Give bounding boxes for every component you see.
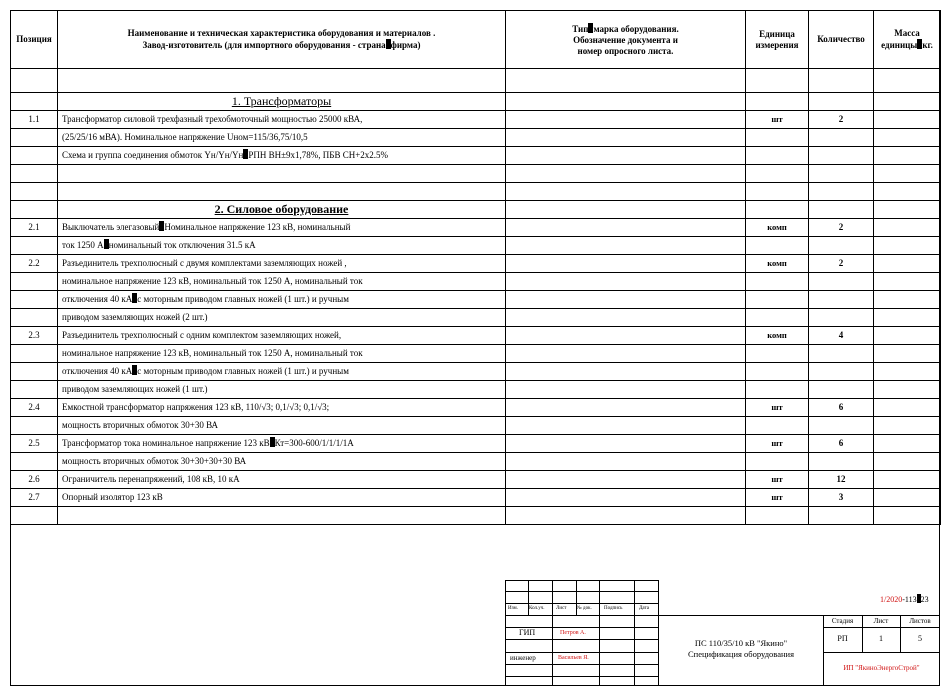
table-row	[11, 309, 941, 327]
col-label-count: Кол.уч.	[529, 606, 545, 611]
table-row	[11, 291, 941, 309]
header-row	[11, 11, 941, 69]
row-description: Разъединитель трехполюсный с одним комплектом заземляющих ножей,	[58, 327, 506, 345]
row-description: отключения 40 кА с моторным приводом главных ножей (1 шт.) и ручным	[58, 291, 506, 309]
table-row	[11, 273, 941, 291]
row-description: Схема и группа соединения обмоток Yн/Yн/Yн РПН ВН±9х1,78%, ПБВ СН+2х2.5%	[58, 147, 506, 165]
row-position: 2.2	[11, 255, 58, 273]
row-quantity: 4	[809, 327, 874, 345]
row-unit: шт	[746, 471, 809, 489]
table-row	[11, 417, 941, 435]
row-description: Трансформатор тока номинальное напряжение 123 кВ Кт=300-600/1/1/1/1А	[58, 435, 506, 453]
row-description: номинальное напряжение 123 кВ, номинальный ток 1250 А, номинальный ток	[58, 273, 506, 291]
row-description: мощность вторичных обмоток 30+30 ВА	[58, 417, 506, 435]
row-position: 2.6	[11, 471, 58, 489]
row-description: приводом заземляющих ножей (1 шт.)	[58, 381, 506, 399]
table-row	[11, 147, 941, 165]
row-description: приводом заземляющих ножей (2 шт.)	[58, 309, 506, 327]
col-label-sheet: Лист	[556, 606, 567, 611]
row-quantity: 2	[809, 219, 874, 237]
table-row	[11, 399, 941, 417]
table-row	[11, 363, 941, 381]
row-description: ток 1250 А номинальный ток отключения 31.5 кА	[58, 237, 506, 255]
row-description: Ограничитель перенапряжений, 108 кВ, 10 кА	[58, 471, 506, 489]
header-position: Позиция	[11, 11, 58, 69]
document-code: 1/2020-113 23	[880, 595, 929, 604]
table-row	[11, 435, 941, 453]
table-row	[11, 183, 941, 201]
row-quantity: 6	[809, 399, 874, 417]
row-position: 2.7	[11, 489, 58, 507]
header-type: Тип марка оборудования. Обозначение документа и номер опросного листа.	[506, 11, 746, 69]
row-unit: комп	[746, 255, 809, 273]
row-description: Выключатель элегазовый Номинальное напряжение 123 кВ, номинальный	[58, 219, 506, 237]
row-description: Разъединитель трехполюсный с двумя комплектами заземляющих ножей ,	[58, 255, 506, 273]
role-chief-engineer: ГИП	[519, 628, 536, 637]
sheets-label: Листов	[909, 617, 931, 625]
project-title: ПС 110/35/10 кВ "Якино" Спецификация оборудования	[688, 638, 794, 659]
col-label-doc-number: № док.	[577, 606, 592, 611]
table-row	[11, 453, 941, 471]
table-row	[11, 69, 941, 93]
table-row	[11, 489, 941, 507]
header-name: Наименование и техническая характеристика оборудования и материалов . Завод-изготовитель (для импортного оборудования - страна фирма)	[58, 11, 506, 69]
section-title-power-equipment: 2. Силовое оборудование	[58, 201, 506, 219]
table-row	[11, 381, 941, 399]
header-unit: Единица измерения	[746, 11, 809, 69]
table-row	[11, 129, 941, 147]
section-row	[11, 201, 941, 219]
table-row	[11, 345, 941, 363]
row-unit: комп	[746, 327, 809, 345]
row-quantity: 6	[809, 435, 874, 453]
sheet-label: Лист	[873, 617, 889, 625]
stage-value: РП	[837, 634, 848, 643]
row-description: отключения 40 кА с моторным приводом главных ножей (1 шт.) и ручным	[58, 363, 506, 381]
row-quantity: 3	[809, 489, 874, 507]
sheet-value: 1	[879, 634, 883, 643]
row-position: 2.4	[11, 399, 58, 417]
table-row	[11, 327, 941, 345]
table-row	[11, 111, 941, 129]
company-name: ИП "ЯкиноЭнергоСтрой"	[843, 664, 920, 672]
section-title-transformers: 1. Трансформаторы	[58, 93, 506, 111]
row-position: 2.5	[11, 435, 58, 453]
name-engineer: Васильев Я.	[558, 655, 589, 661]
table-row	[11, 219, 941, 237]
row-description: Трансформатор силовой трехфазный трехобмоточный мощностью 25000 кВА,	[58, 111, 506, 129]
role-engineer: инженер	[510, 654, 536, 662]
row-unit: шт	[746, 435, 809, 453]
name-chief-engineer: Петров А.	[560, 630, 586, 636]
row-unit: шт	[746, 399, 809, 417]
col-label-date: Дата	[639, 606, 649, 611]
row-description: номинальное напряжение 123 кВ, номинальный ток 1250 А, номинальный ток	[58, 345, 506, 363]
stage-label: Стадия	[831, 617, 854, 625]
row-position: 2.1	[11, 219, 58, 237]
row-description: Опорный изолятор 123 кВ	[58, 489, 506, 507]
row-quantity: 2	[809, 111, 874, 129]
header-quantity: Количество	[809, 11, 874, 69]
sheets-value: 5	[918, 634, 922, 643]
table-row	[11, 507, 941, 525]
row-quantity: 2	[809, 255, 874, 273]
table-row	[11, 165, 941, 183]
row-quantity: 12	[809, 471, 874, 489]
row-position: 1.1	[11, 111, 58, 129]
row-description: (25/25/16 мВА). Номинальное напряжение Uном=115/36,75/10,5	[58, 129, 506, 147]
row-description: Емкостной трансформатор напряжения 123 кВ, 110/√3; 0,1/√3; 0,1/√3;	[58, 399, 506, 417]
col-label-change: Изм.	[508, 606, 518, 611]
row-description: мощность вторичных обмоток 30+30+30+30 ВА	[58, 453, 506, 471]
section-row	[11, 93, 941, 111]
row-unit: шт	[746, 111, 809, 129]
row-unit: комп	[746, 219, 809, 237]
table-row	[11, 237, 941, 255]
row-unit: шт	[746, 489, 809, 507]
table-row	[11, 471, 941, 489]
row-position: 2.3	[11, 327, 58, 345]
table-row	[11, 255, 941, 273]
header-mass: Масса единицы кг.	[874, 11, 941, 69]
specification-table	[10, 10, 941, 525]
col-label-signature: Подпись	[604, 606, 623, 611]
